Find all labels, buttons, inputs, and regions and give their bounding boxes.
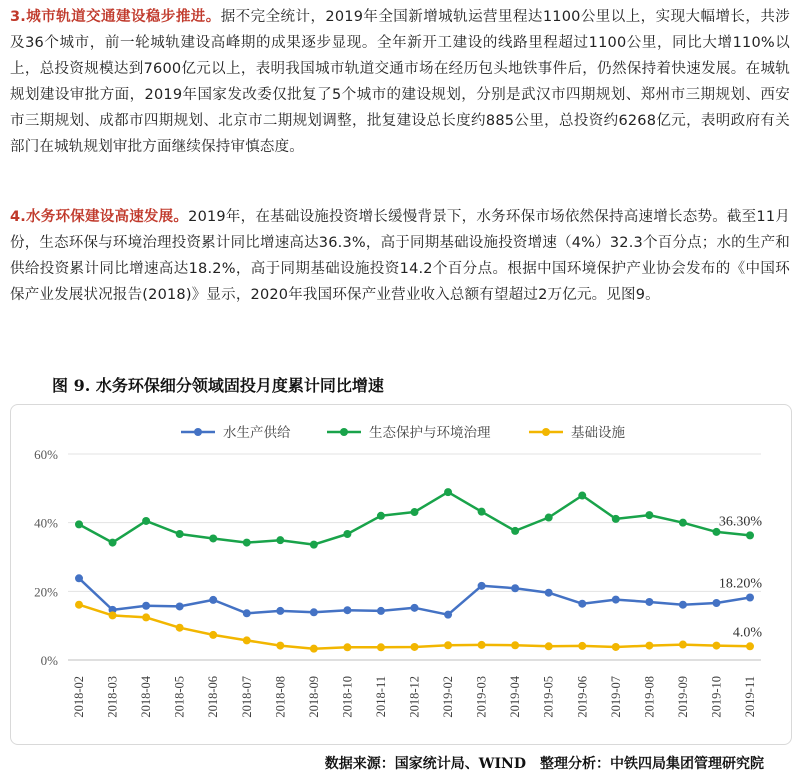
data-point: [176, 602, 184, 610]
data-label: 18.20%: [718, 576, 762, 592]
data-point: [411, 604, 419, 612]
data-point: [679, 641, 687, 649]
data-point: [645, 642, 653, 650]
data-point: [142, 517, 150, 525]
x-tick-label: 2018-06: [206, 676, 221, 718]
x-tick-label: 2019-08: [642, 676, 657, 718]
analysis-credit: 整理分析：中铁四局集团管理研究院: [540, 756, 764, 772]
data-point: [377, 607, 385, 615]
data-point: [209, 534, 217, 542]
chart-container: [10, 404, 792, 745]
paragraph-section-4: [10, 204, 790, 308]
data-point: [243, 636, 251, 644]
data-point: [209, 596, 217, 604]
section-4-body: 2019年，在基础设施投资增长缓慢背景下，水务环保市场依然保持高速增长态势。截至11月份，生态环保与环境治理投资累计同比增速高达36.3%，高于同期基础设施投资增速（4%）32.3个百分点；水的生产和供给投资累计同比增速高达18.2%，高于同期基础设施投资14.2个百分点。根据中国环境保护产业协会发布的《中国环保产业发展状况报告(2018)》显示，2020年我国环保产业营业收入总额有望超过2万亿元。见图9。: [10, 209, 790, 303]
data-point: [712, 599, 720, 607]
data-source: 数据来源：国家统计局、WIND: [324, 756, 526, 772]
x-tick-label: 2019-04: [508, 676, 523, 718]
y-tick-label: 0%: [40, 653, 58, 668]
data-point: [511, 527, 519, 535]
data-point: [478, 508, 486, 516]
x-tick-label: 2018-11: [373, 676, 388, 718]
data-label: 36.30%: [718, 514, 762, 530]
data-point: [176, 624, 184, 632]
data-point: [343, 643, 351, 651]
y-tick-label: 40%: [34, 515, 58, 531]
data-point: [679, 519, 687, 527]
x-tick-label: 2019-03: [474, 676, 489, 718]
x-tick-label: 2018-08: [273, 676, 288, 718]
data-point: [545, 642, 553, 650]
section-4-heading: 4.水务环保建设高速发展。: [10, 209, 189, 225]
y-tick-label: 20%: [34, 584, 58, 600]
data-point: [545, 589, 553, 597]
data-point: [545, 514, 553, 522]
data-point: [377, 512, 385, 520]
x-tick-label: 2018-10: [340, 676, 355, 718]
data-point: [746, 531, 754, 539]
data-point: [444, 641, 452, 649]
data-point: [142, 613, 150, 621]
x-tick-label: 2018-07: [239, 676, 254, 718]
data-label: 4.0%: [732, 625, 762, 641]
data-point: [612, 596, 620, 604]
data-point: [209, 631, 217, 639]
data-point: [511, 584, 519, 592]
data-point: [142, 602, 150, 610]
data-point: [612, 515, 620, 523]
x-tick-label: 2019-02: [441, 676, 456, 718]
data-point: [746, 594, 754, 602]
data-point: [243, 539, 251, 547]
figure-source-line: [325, 753, 764, 773]
legend-label: 生态保护与环境治理: [369, 425, 491, 441]
data-point: [109, 539, 117, 547]
data-point: [679, 601, 687, 609]
data-point: [310, 645, 318, 653]
data-point: [712, 642, 720, 650]
x-tick-label: 2018-05: [172, 676, 187, 718]
x-tick-label: 2019-05: [541, 676, 556, 718]
line-chart: [11, 405, 791, 744]
x-tick-label: 2018-12: [407, 676, 422, 718]
data-point: [310, 541, 318, 549]
x-tick-label: 2018-02: [72, 676, 86, 718]
data-point: [75, 520, 83, 528]
paragraph-section-3: [10, 4, 790, 160]
legend-label: 水生产供给: [223, 425, 291, 441]
data-point: [444, 488, 452, 496]
x-tick-label: 2019-06: [575, 676, 590, 718]
data-point: [478, 582, 486, 590]
data-point: [645, 511, 653, 519]
data-point: [444, 611, 452, 619]
x-tick-label: 2019-11: [743, 676, 757, 718]
data-point: [411, 643, 419, 651]
data-point: [276, 607, 284, 615]
data-point: [578, 492, 586, 500]
section-3-body: 据不完全统计，2019年全国新增城轨运营里程达1100公里以上，实现大幅增长，共涉及36个城市，前一轮城轨建设高峰期的成果逐步显现。全年新开工建设的线路里程超过1100公里，同比大增110%以上，总投资规模达到7600亿元以上，表明我国城市轨道交通市场在经历包头地铁事件后，仍然保持着快速发展。在城轨规划建设审批方面，2019年国家发改委仅批复了5个城市的建设规划，分别是武汉市四期规划、郑州市三期规划、西安市三期规划、成都市四期规划、北京市二期规划调整，批复建设总长度约885公里，总投资约6268亿元，表明政府有关部门在城轨规划审批方面继续保持审慎态度。: [10, 9, 790, 155]
x-tick-label: 2018-09: [306, 676, 321, 718]
legend-marker: [340, 428, 348, 436]
data-point: [343, 606, 351, 614]
x-tick-label: 2019-07: [608, 676, 623, 718]
x-tick-label: 2019-10: [709, 676, 724, 718]
y-tick-label: 60%: [34, 447, 58, 462]
x-tick-label: 2018-04: [139, 676, 154, 718]
data-point: [343, 530, 351, 538]
legend-marker: [194, 428, 202, 436]
data-point: [578, 600, 586, 608]
data-point: [645, 598, 653, 606]
legend-marker: [542, 428, 550, 436]
data-point: [746, 642, 754, 650]
data-point: [109, 611, 117, 619]
data-point: [75, 574, 83, 582]
x-tick-label: 2018-03: [105, 676, 120, 718]
data-point: [511, 641, 519, 649]
legend-label: 基础设施: [571, 425, 625, 441]
data-point: [176, 530, 184, 538]
data-point: [276, 536, 284, 544]
data-point: [612, 643, 620, 651]
data-point: [310, 608, 318, 616]
data-point: [578, 642, 586, 650]
data-point: [377, 643, 385, 651]
data-point: [411, 508, 419, 516]
data-point: [478, 641, 486, 649]
figure-title: 图 9. 水务环保细分领域固投月度累计同比增速: [52, 376, 384, 395]
data-point: [243, 609, 251, 617]
data-point: [276, 642, 284, 650]
data-point: [75, 601, 83, 609]
x-tick-label: 2019-09: [675, 676, 690, 718]
section-3-heading: 3.城市轨道交通建设稳步推进。: [10, 9, 221, 25]
